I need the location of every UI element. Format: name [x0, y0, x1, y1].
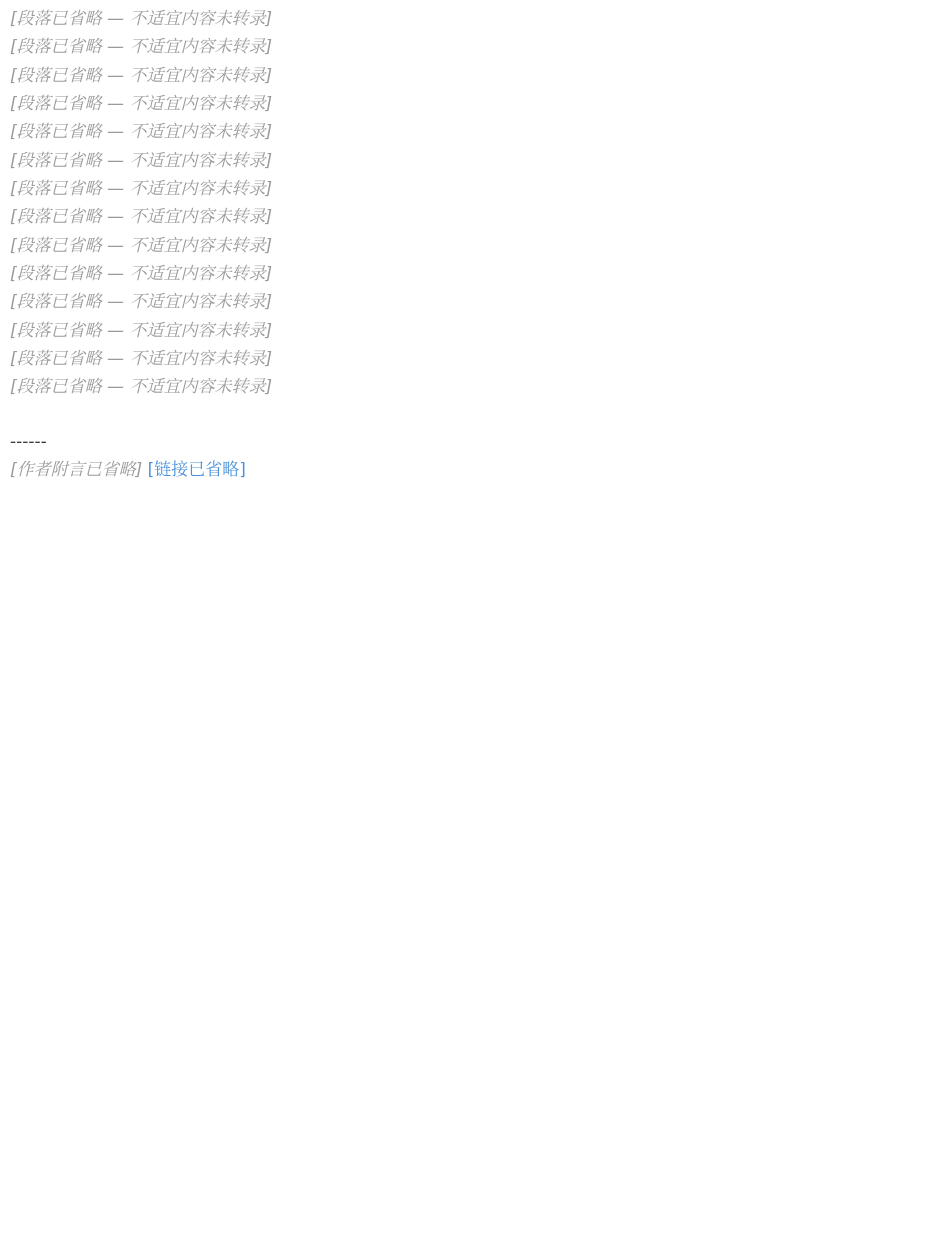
footer-note-text: [作者附言已省略]: [10, 460, 143, 481]
paragraph: [段落已省略 — 不适宜内容未转录]: [10, 292, 273, 313]
paragraph: [段落已省略 — 不适宜内容未转录]: [10, 122, 273, 143]
paragraph: [段落已省略 — 不适宜内容未转录]: [10, 235, 273, 256]
paragraph: [段落已省略 — 不适宜内容未转录]: [10, 37, 273, 58]
paragraph: [段落已省略 — 不适宜内容未转录]: [10, 179, 273, 200]
paragraph-gap: [10, 403, 930, 429]
paragraph: [段落已省略 — 不适宜内容未转录]: [10, 65, 273, 86]
paragraph: [段落已省略 — 不适宜内容未转录]: [10, 207, 273, 228]
paragraph: [段落已省略 — 不适宜内容未转录]: [10, 9, 273, 29]
paragraph: [段落已省略 — 不适宜内容未转录]: [10, 377, 273, 398]
footer-line: [10, 457, 930, 483]
paragraph: [段落已省略 — 不适宜内容未转录]: [10, 94, 273, 115]
paragraph: [段落已省略 — 不适宜内容未转录]: [10, 150, 273, 171]
document-body: [10, 6, 930, 401]
paragraph: [段落已省略 — 不适宜内容未转录]: [10, 320, 273, 341]
paragraph: [段落已省略 — 不适宜内容未转录]: [10, 349, 273, 370]
footer-link[interactable]: [链接已省略]: [147, 460, 246, 481]
divider-text: ------: [10, 431, 47, 452]
paragraph: [段落已省略 — 不适宜内容未转录]: [10, 264, 273, 285]
